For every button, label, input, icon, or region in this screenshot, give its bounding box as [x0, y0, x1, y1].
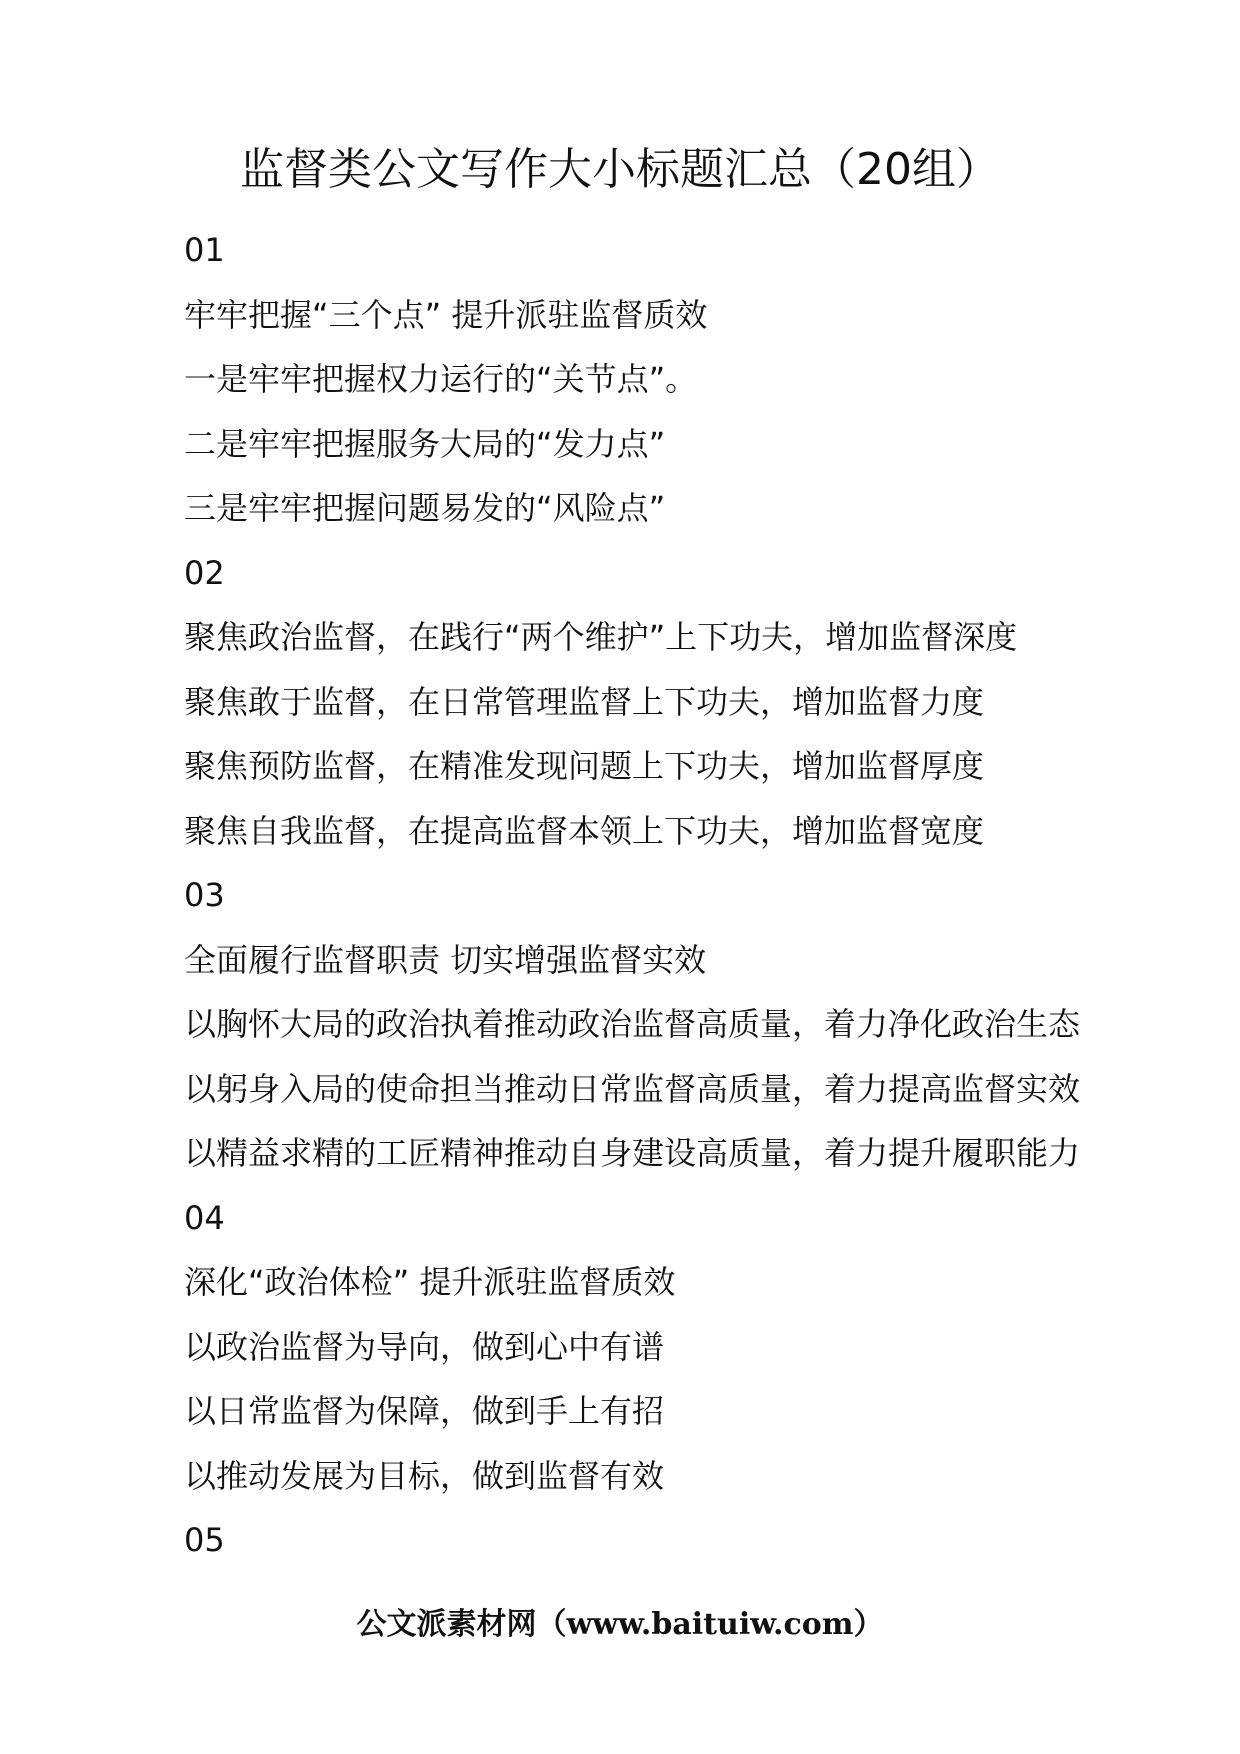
subtitle-line: 三是牢牢把握问题易发的“风险点”: [184, 489, 666, 527]
subtitle-line: 以精益求精的工匠精神推动自身建设高质量，着力提升履职能力: [184, 1134, 1081, 1172]
subtitle-line: 聚焦预防监督，在精准发现问题上下功夫，增加监督厚度: [184, 747, 985, 785]
section-heading: 深化“政治体检” 提升派驻监督质效: [184, 1263, 676, 1301]
section-number: 01: [184, 231, 225, 269]
subtitle-line: 以胸怀大局的政治执着推动政治监督高质量，着力净化政治生态: [184, 1005, 1081, 1043]
section-number: 03: [184, 876, 225, 914]
subtitle-line: 聚焦敢于监督，在日常管理监督上下功夫，增加监督力度: [184, 682, 985, 721]
section-heading: 牢牢把握“三个点” 提升派驻监督质效: [184, 295, 708, 334]
subtitle-line: 以日常监督为保障，做到手上有招: [184, 1392, 665, 1430]
subtitle-line: 以推动发展为目标，做到监督有效: [184, 1456, 665, 1495]
subtitle-line: 以政治监督为导向，做到心中有谱: [184, 1327, 665, 1366]
section-number: 04: [184, 1198, 225, 1237]
section-number: 02: [184, 553, 225, 592]
subtitle-line: 一是牢牢把握权力运行的“关节点”。: [184, 360, 698, 398]
subtitle-line: 二是牢牢把握服务大局的“发力点”: [184, 424, 666, 463]
section-number: 05: [184, 1521, 225, 1559]
subtitle-line: 聚焦政治监督，在践行“两个维护”上下功夫，增加监督深度: [184, 618, 1018, 656]
document-title: 监督类公文写作大小标题汇总（20组）: [240, 144, 1000, 195]
section-heading: 全面履行监督职责 切实增强监督实效: [184, 940, 707, 979]
subtitle-line: 聚焦自我监督，在提高监督本领上下功夫，增加监督宽度: [184, 811, 985, 850]
document-body: [184, 226, 1184, 1581]
page-footer: 公文派素材网（www.baituiw.com）: [356, 1607, 884, 1642]
subtitle-line: 以躬身入局的使命担当推动日常监督高质量，着力提高监督实效: [184, 1069, 1081, 1108]
